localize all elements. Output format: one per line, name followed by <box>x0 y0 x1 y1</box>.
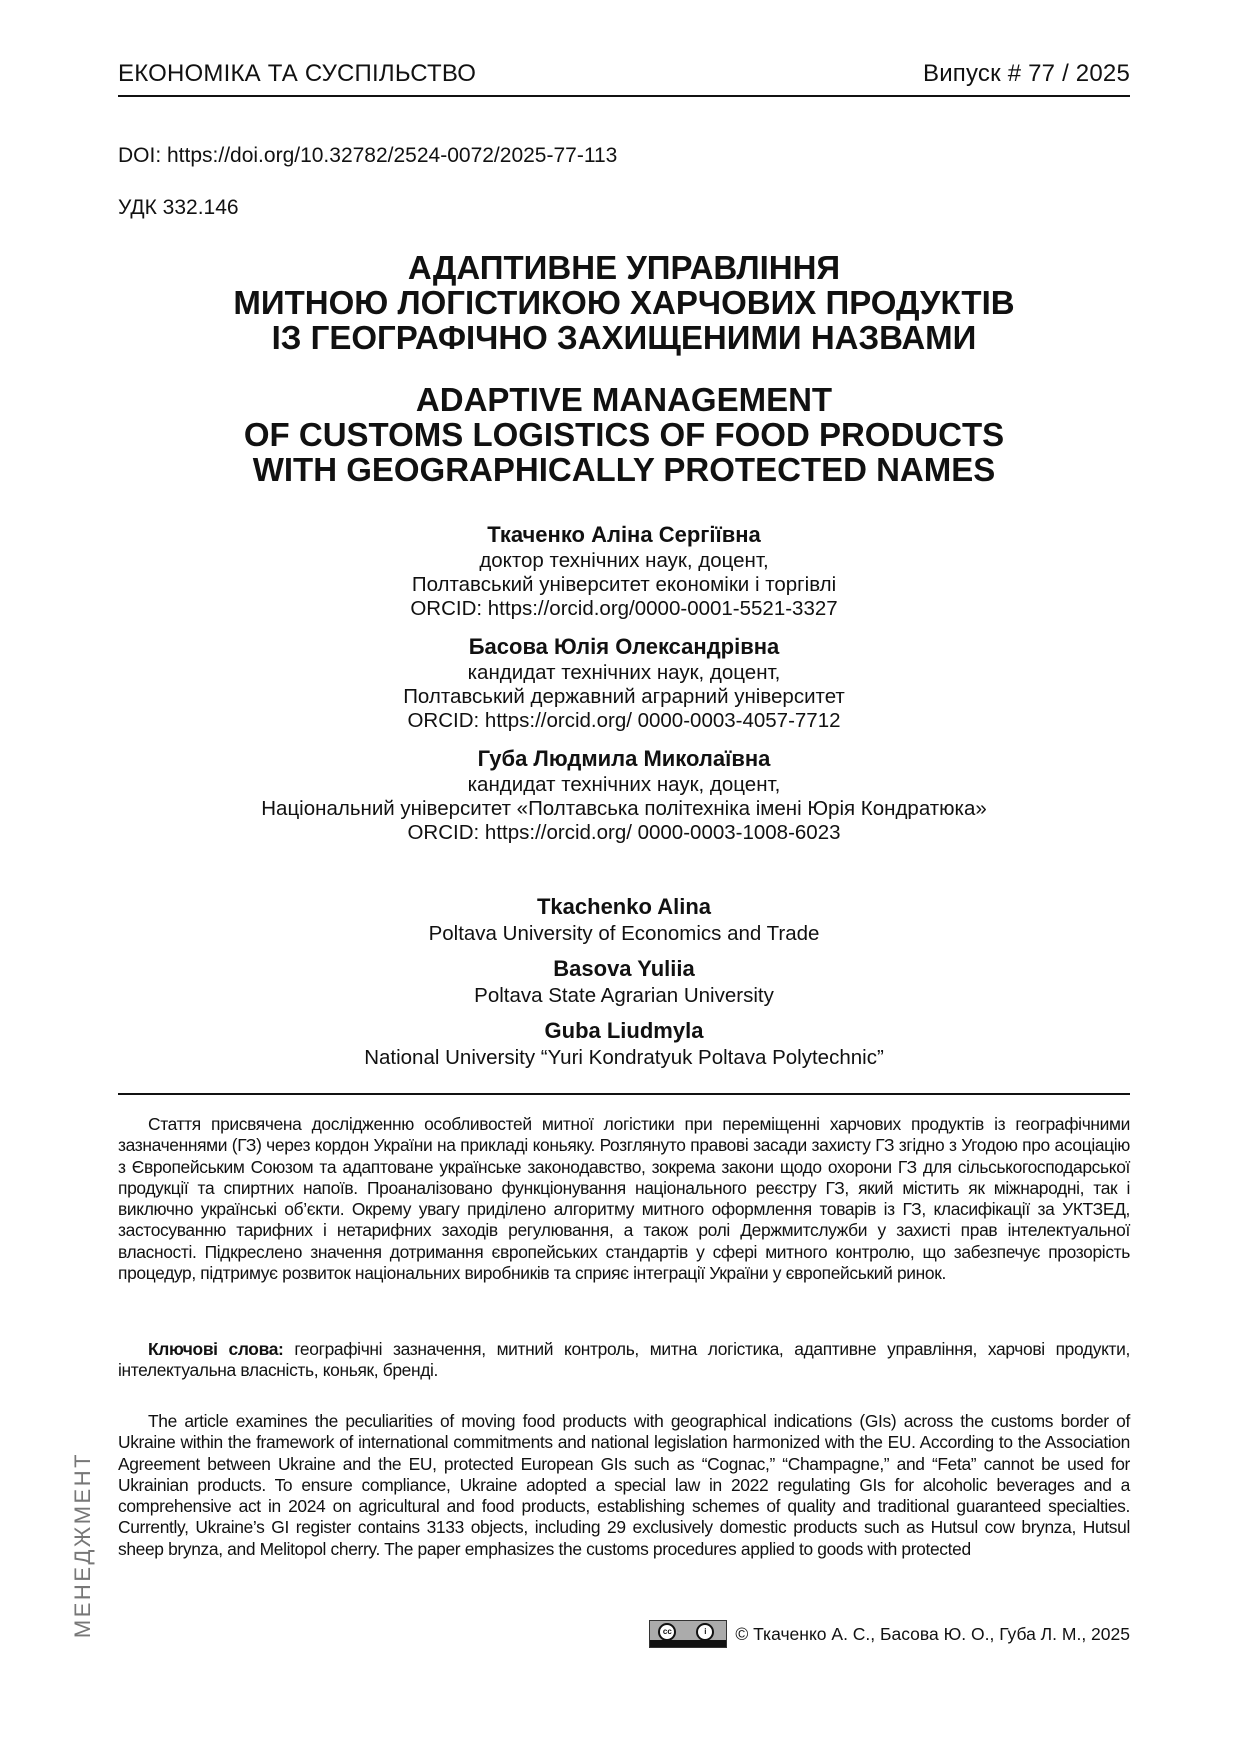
author-orcid[interactable]: ORCID: https://orcid.org/ 0000-0003-4057-7712 <box>407 709 841 732</box>
keywords-ukrainian <box>118 1339 1130 1382</box>
running-header <box>118 60 1130 88</box>
title-ua-line: МИТНОЮ ЛОГІСТИКОЮ ХАРЧОВИХ ПРОДУКТІВ <box>233 284 1015 321</box>
keywords-text: географічні зазначення, митний контроль, митна логістика, адаптивне управління, харчові продукти, інтелектуальна власність, коньяк, бренді. <box>118 1339 1130 1381</box>
author-name: Губа Людмила Миколаївна <box>477 746 771 771</box>
abstract-rule <box>118 1093 1130 1095</box>
author-name: Басова Юлія Олександрівна <box>468 634 780 659</box>
cc-by-license-icon[interactable] <box>649 1620 727 1648</box>
author-degree: кандидат технічних наук, доцент, <box>467 773 781 796</box>
author-en-block <box>118 893 1130 946</box>
author-orcid[interactable]: ORCID: https://orcid.org/0000-0001-5521-3327 <box>410 597 838 620</box>
abstract-english: The article examines the peculiarities of moving food products with geographical indications (GIs) across the customs border of Ukraine within the framework of international commitments and national legislation harmonized with the EU. According to the Association Agreement between Ukraine and the EU, protected European GIs such as “Cognac,” “Champagne,” and “Feta” cannot be used for Ukrainian products. To ensure compliance, Ukraine adopted a special law in 2022 regulating GIs for alcoholic beverages and a comprehensive act in 2024 on agricultural and food products, establishing schemes of quality and traditional guaranteed specialties. Currently, Ukraine’s GI register contains 3133 objects, including 29 exclusively domestic products such as Hutsul cow brynza, Hutsul sheep brynza, and Melitopol cherry. The paper emphasizes the customs procedures applied to goods with protected <box>118 1411 1130 1559</box>
title-en-line: ADAPTIVE MANAGEMENT <box>415 381 833 418</box>
title-ukrainian <box>118 250 1130 355</box>
author-name: Ткаченко Аліна Сергіївна <box>487 522 761 547</box>
author-en-affiliation: National University “Yuri Kondratyuk Poltava Polytechnic” <box>364 1046 884 1069</box>
cc-icon: cc <box>658 1623 676 1641</box>
license-footer <box>649 1620 1130 1648</box>
author-block <box>118 633 1130 733</box>
issue-number: Випуск # 77 / 2025 <box>922 60 1130 87</box>
attribution-icon: i <box>696 1623 714 1641</box>
author-en-affiliation: Poltava University of Economics and Trade <box>428 922 820 945</box>
author-en-block <box>118 1017 1130 1070</box>
author-en-name: Tkachenko Alina <box>536 894 711 919</box>
author-orcid[interactable]: ORCID: https://orcid.org/ 0000-0003-1008-6023 <box>407 821 841 844</box>
author-degree: кандидат технічних наук, доцент, <box>467 661 781 684</box>
author-en-block <box>118 955 1130 1008</box>
header-rule <box>118 95 1130 97</box>
author-affiliation: Полтавський університет економіки і торгівлі <box>411 573 837 596</box>
author-en-name: Basova Yuliia <box>553 956 695 981</box>
authors-ukrainian <box>118 521 1130 857</box>
author-en-affiliation: Poltava State Agrarian University <box>474 984 774 1007</box>
abstract-ukrainian: Стаття присвячена дослідженню особливостей митної логістики при переміщенні харчових продуктів із географічними зазначеннями (ГЗ) через кордон України на прикладі коньяку. Розглянуто правові засади захисту ГЗ згідно з Угодою про асоціацію з Європейським Союзом та адаптоване українське законодавство, зокрема закони щодо охорони ГЗ для сільськогосподарської продукції та спиртних напоїв. Проаналізовано функціонування національного реєстру ГЗ, який містить як міжнародні, так і виключно українські об’єкти. Окрему увагу приділено алгоритму митного оформлення товарів із ГЗ, класифікації за УКТЗЕД, застосуванню тарифних і нетарифних заходів регулювання, а також ролі Держмитслужби у захисті прав інтелектуальної власності. Підкреслено значення дотримання європейських стандартів у сфері митного контролю, що забезпечує прозорість процедур, підтримує розвиток національних виробників та сприяє інтеграції України у європейський ринок. <box>118 1114 1130 1284</box>
title-ua-line: ІЗ ГЕОГРАФІЧНО ЗАХИЩЕНИМИ НАЗВАМИ <box>271 319 977 356</box>
author-block <box>118 521 1130 621</box>
author-degree: доктор технічних наук, доцент, <box>479 549 769 572</box>
copyright-text: © Ткаченко А. С., Басова Ю. О., Губа Л. М., 2025 <box>735 1623 1130 1644</box>
authors-english <box>118 893 1130 1079</box>
title-en-line: WITH GEOGRAPHICALLY PROTECTED NAMES <box>252 451 996 488</box>
author-block <box>118 745 1130 845</box>
cc-badge-bar <box>650 1640 726 1647</box>
author-en-name: Guba Liudmyla <box>544 1018 704 1043</box>
section-side-label: МЕНЕДЖМЕНТ <box>70 1451 95 1639</box>
title-en-line: OF CUSTOMS LOGISTICS OF FOOD PRODUCTS <box>243 416 1005 453</box>
author-affiliation: Полтавський державний аграрний університет <box>403 685 845 708</box>
title-ua-line: АДАПТИВНЕ УПРАВЛІННЯ <box>407 249 841 286</box>
author-affiliation: Національний університет «Полтавська політехніка імені Юрія Кондратюка» <box>261 797 987 820</box>
title-english <box>118 382 1130 487</box>
doi-line[interactable]: DOI: https://doi.org/10.32782/2524-0072/2025-77-113 <box>118 144 618 167</box>
journal-name: ЕКОНОМІКА ТА СУСПІЛЬСТВО <box>118 60 477 87</box>
keywords-label: Ключові слова: <box>148 1339 284 1359</box>
udc-line: УДК 332.146 <box>118 196 239 219</box>
